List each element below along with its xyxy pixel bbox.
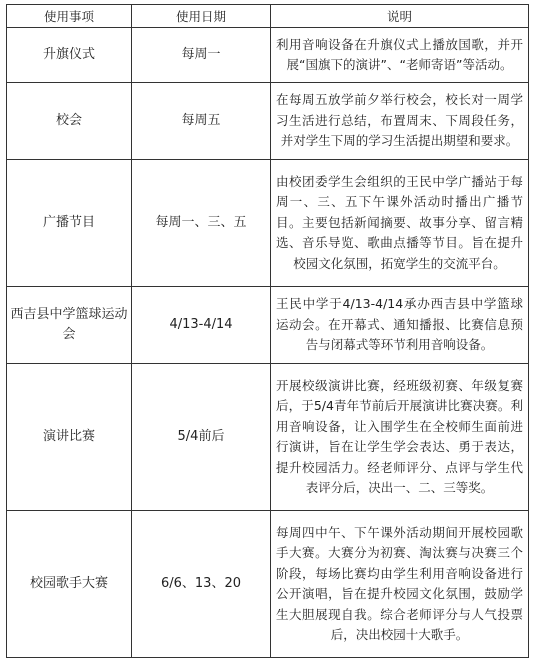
header-date: 使用日期 [132,5,271,28]
desc-cell: 在每周五放学前夕举行校会，校长对一周学习生活进行总结，布置周末、下周段任务，并对学生下周的学习生活提出期望和要求。 [271,83,529,160]
header-row [7,5,529,28]
desc-cell: 利用音响设备在升旗仪式上播放国歌，并开展“国旗下的演讲”、“老师寄语”等活动。 [271,28,529,83]
desc-cell: 王民中学于4/13-4/14承办西吉县中学篮球运动会。在开幕式、通知播报、比赛信息预告与闭幕式等环节利用音响设备。 [271,287,529,364]
item-cell: 升旗仪式 [7,28,132,83]
item-cell: 西吉县中学篮球运动会 [7,287,132,364]
date-cell: 6/6、13、20 [132,511,271,658]
table-row [7,511,529,658]
item-cell: 校园歌手大赛 [7,511,132,658]
date-cell: 每周五 [132,83,271,160]
header-desc: 说明 [271,5,529,28]
table-row [7,364,529,511]
table-row [7,28,529,83]
desc-cell: 每周四中午、下午课外活动期间开展校园歌手大赛。大赛分为初赛、淘汰赛与决赛三个阶段，每场比赛均由学生利用音响设备进行公开演唱，旨在提升校园文化氛围，鼓励学生大胆展现自我。综合老师评分与人气投票后，决出校园十大歌手。 [271,511,529,658]
date-cell: 每周一、三、五 [132,160,271,287]
date-cell: 4/13-4/14 [132,287,271,364]
item-cell: 校会 [7,83,132,160]
header-item: 使用事项 [7,5,132,28]
item-cell: 演讲比赛 [7,364,132,511]
desc-cell: 开展校级演讲比赛，经班级初赛、年级复赛后，于5/4青年节前后开展演讲比赛决赛。利用音响设备，让入围学生在全校师生面前进行演讲，旨在让学生学会表达、勇于表达，提升校园活力。经老师评分、点评与学生代表评分后，决出一、二、三等奖。 [271,364,529,511]
table-row [7,160,529,287]
item-cell: 广播节目 [7,160,132,287]
date-cell: 5/4前后 [132,364,271,511]
desc-cell: 由校团委学生会组织的王民中学广播站于每周一、三、五下午课外活动时播出广播节目。主要包括新闻摘要、故事分享、留言精选、音乐导览、歌曲点播等节目。旨在提升校园文化氛围，拓宽学生的交流平台。 [271,160,529,287]
date-cell: 每周一 [132,28,271,83]
table-row [7,83,529,160]
usage-table [6,4,529,658]
table-row [7,287,529,364]
